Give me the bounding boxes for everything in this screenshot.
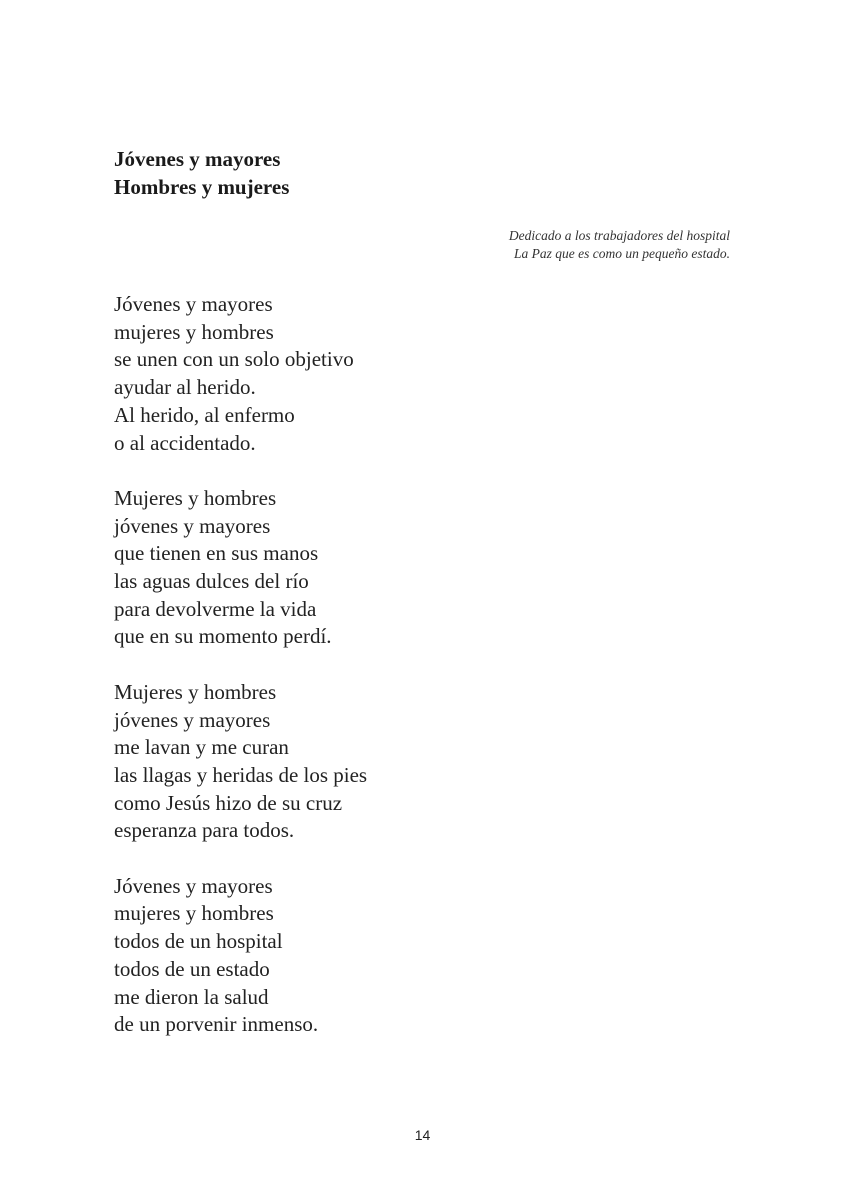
poem-line: de un porvenir inmenso. <box>114 1012 319 1037</box>
poem-line: se unen con un solo objetivo <box>114 347 354 372</box>
poem-line: Mujeres y hombres <box>114 485 277 510</box>
poem-line: Jóvenes y mayores <box>114 873 273 898</box>
dedication-line-2: La Paz que es como un pequeño estado. <box>514 246 730 261</box>
stanza-3 <box>114 679 367 845</box>
title-line-1: Jóvenes y mayores <box>114 147 281 171</box>
poem-line: Al herido, al enfermo <box>114 402 295 427</box>
poem-line: mujeres y hombres <box>114 319 274 344</box>
poem-line: para devolverme la vida <box>114 596 317 621</box>
poem-line: que tienen en sus manos <box>114 541 319 566</box>
poem-line: jóvenes y mayores <box>114 707 271 732</box>
poem-line: o al accidentado. <box>114 430 256 455</box>
poem-line: Mujeres y hombres <box>114 679 277 704</box>
poem-line: las llagas y heridas de los pies <box>114 762 368 787</box>
title-line-2: Hombres y mujeres <box>114 175 290 199</box>
dedication-line-1: Dedicado a los trabajadores del hospital <box>508 228 730 243</box>
poem-line: Jóvenes y mayores <box>114 292 273 316</box>
stanza-1 <box>114 291 367 457</box>
poem-line: me dieron la salud <box>114 984 269 1009</box>
poem-line: esperanza para todos. <box>114 818 295 843</box>
poem-line: como Jesús hizo de su cruz <box>114 790 343 815</box>
poem-title <box>114 145 289 201</box>
poem-body <box>114 291 367 1067</box>
poem-line: las aguas dulces del río <box>114 569 309 594</box>
poem-line: que en su momento perdí. <box>114 624 332 649</box>
poem-line: me lavan y me curan <box>114 735 289 760</box>
stanza-4 <box>114 873 367 1039</box>
page-number: 14 <box>414 1127 431 1143</box>
poem-line: jóvenes y mayores <box>114 513 271 538</box>
poem-line: ayudar al herido. <box>114 375 256 400</box>
poem-line: mujeres y hombres <box>114 901 274 926</box>
poem-line: todos de un estado <box>114 956 270 981</box>
poem-line: todos de un hospital <box>114 929 283 954</box>
stanza-2 <box>114 485 367 651</box>
dedication <box>509 227 730 263</box>
